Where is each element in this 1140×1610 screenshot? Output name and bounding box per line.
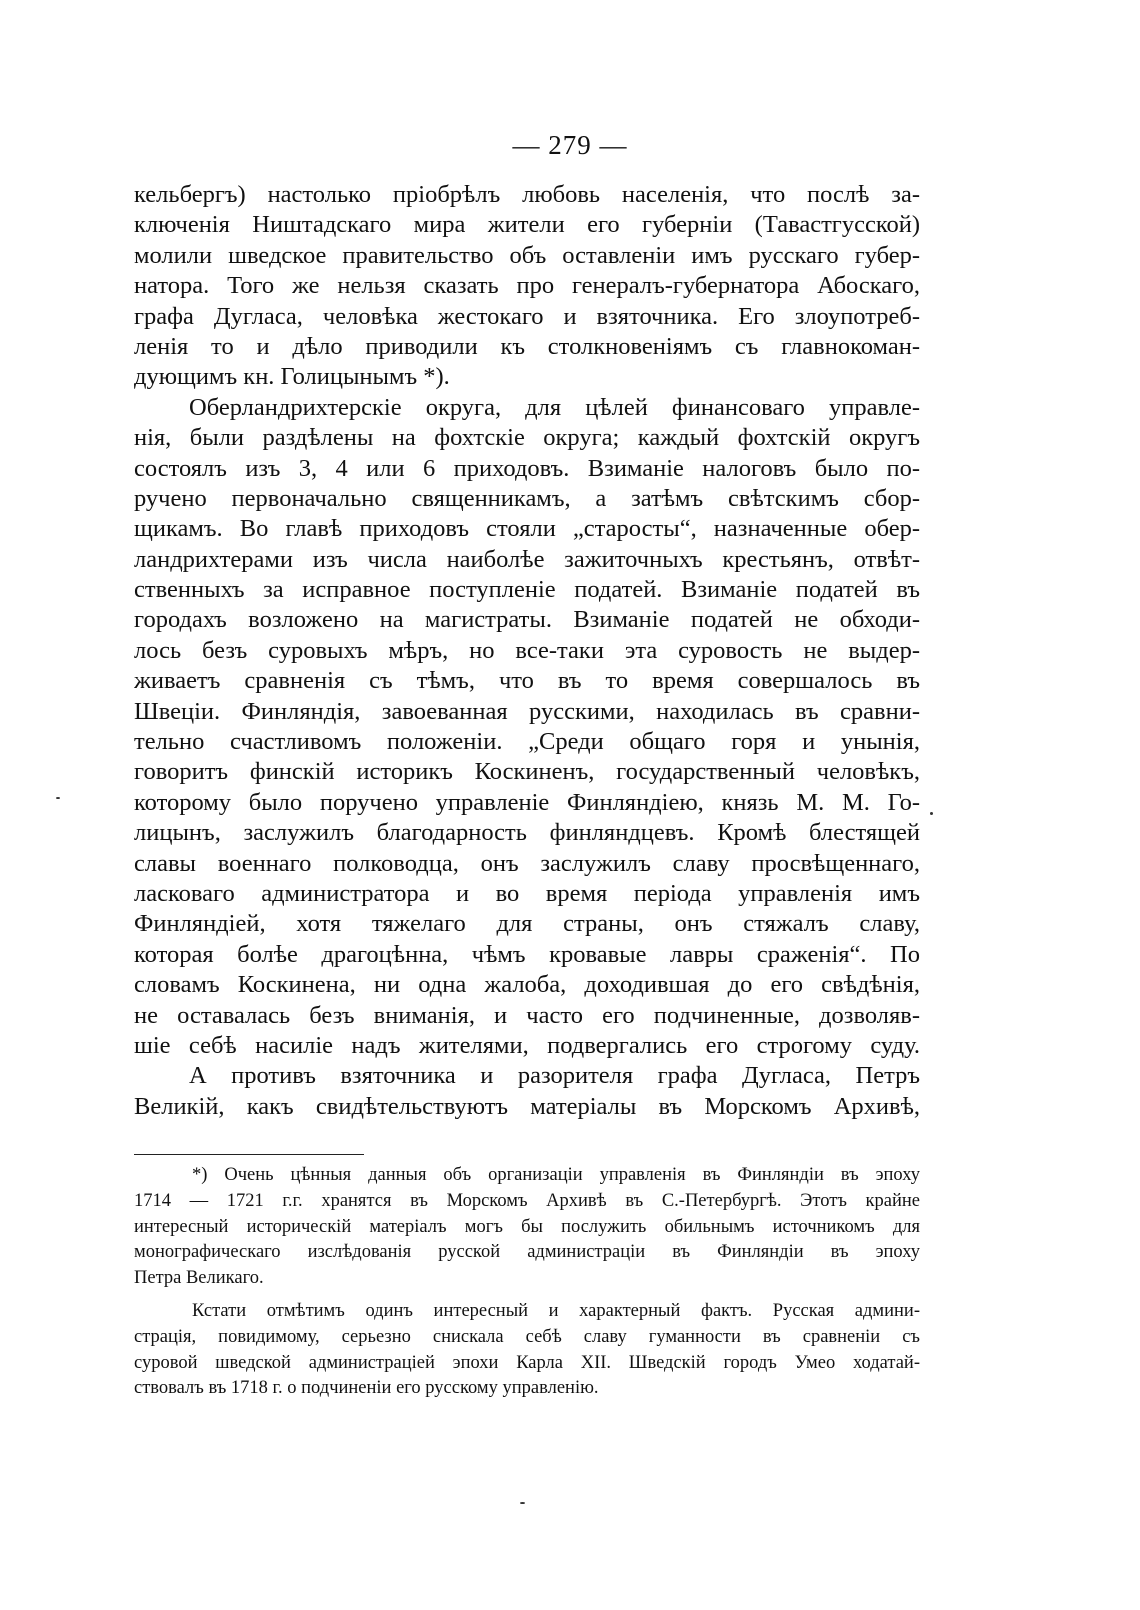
text-line: ландрихтерами изъ числа наиболѣе зажиточныхъ крестьянъ, отвѣт- <box>134 545 920 573</box>
scan-speck <box>56 797 60 799</box>
text-line: ленія то и дѣло приводили къ столкновеніямъ съ главнокоман- <box>134 332 920 360</box>
footnote-line: Кстати отмѣтимъ одинъ интересный и характерный фактъ. Русская админи- <box>192 1300 920 1321</box>
text-line: ственныхъ за исправное поступленіе податей. Взиманіе податей въ <box>134 576 920 604</box>
text-line: не оставалась безъ вниманія, и часто его подчиненные, дозволяв- <box>134 1001 920 1029</box>
text-line: Швеціи. Финляндія, завоеванная русскими, находилась въ сравни- <box>134 697 920 725</box>
text-line: лицынъ, заслужилъ благодарность финляндцевъ. Кромѣ блестящей <box>134 819 920 847</box>
footnote-divider <box>134 1154 364 1155</box>
text-line: щикамъ. Во главѣ приходовъ стояли „старосты“, назначенные обер- <box>134 515 920 543</box>
text-line: ключенія Ништадскаго мира жители его губерніи (Тавастгусской) <box>134 211 920 239</box>
footnote-line: Петра Великаго. <box>134 1268 264 1289</box>
footnote-line: ствовалъ въ 1718 г. о подчиненіи его русскому управленію. <box>134 1378 599 1399</box>
text-line: молили шведское правительство объ оставленіи имъ русскаго губер- <box>134 241 920 269</box>
footnote-line: суровой шведской администраціей эпохи Карла XII. Шведскій городъ Умео ходатай- <box>134 1352 920 1373</box>
scan-speck <box>520 1502 525 1504</box>
page-number: — 279 — <box>512 130 628 160</box>
text-line: тельно счастливомъ положеніи. „Среди общаго горя и унынія, <box>134 728 920 756</box>
main-text <box>134 180 920 1122</box>
footnote-line: монографическаго изслѣдованія русской администраціи въ Финляндіи въ эпоху <box>134 1242 920 1263</box>
text-line: Великій, какъ свидѣтельствуютъ матеріалы въ Морскомъ Архивѣ, <box>134 1092 920 1120</box>
footnote-line: страція, повидимому, серьезно снискала себѣ славу гуманности въ сравненіи съ <box>134 1326 920 1347</box>
text-line: говоритъ финскій историкъ Коскиненъ, государственный человѣкъ, <box>134 758 920 786</box>
text-line: славы военнаго полководца, онъ заслужилъ славу просвѣщеннаго, <box>134 849 920 877</box>
scan-speck <box>930 812 933 815</box>
text-line: Финляндіей, хотя тяжелаго для страны, онъ стяжалъ славу, <box>134 910 920 938</box>
text-line: дующимъ кн. Голицынымъ *). <box>134 363 450 391</box>
footnote-line: интересный историческій матеріалъ могъ бы послужить обильнымъ источникомъ для <box>134 1216 920 1237</box>
text-line: А противъ взяточника и разорителя графа Дугласа, Петръ <box>189 1062 920 1090</box>
text-line: графа Дугласа, человѣка жестокаго и взяточника. Его злоупотреб- <box>134 302 920 330</box>
text-line: городахъ возложено на магистраты. Взиманіе податей не обходи- <box>134 606 920 634</box>
text-line: ручено первоначально священникамъ, а затѣмъ свѣтскимъ сбор- <box>134 484 920 512</box>
footnote-line: 1714 — 1721 г.г. хранятся въ Морскомъ Архивѣ въ С.-Петербургѣ. Этотъ крайне <box>134 1190 920 1211</box>
text-line: кельбергъ) настолько пріобрѣлъ любовь населенія, что послѣ за- <box>134 181 920 208</box>
text-line: которая болѣе драгоцѣнна, чѣмъ кровавые лавры сраженія“. По <box>134 940 920 968</box>
text-line: которому было поручено управленіе Финляндіею, князь М. М. Го- <box>134 788 920 816</box>
text-line: Оберландрихтерскіе округа, для цѣлей финансоваго управле- <box>189 393 920 421</box>
text-line: нія, были раздѣлены на фохтскіе округа; каждый фохтскій округъ <box>134 424 920 452</box>
footnotes <box>134 1163 920 1402</box>
text-line: шіе себѣ насиліе надъ жителями, подвергались его строгому суду. <box>134 1031 920 1059</box>
text-line: ласковаго администратора и во время періода управленія имъ <box>134 879 920 907</box>
footnote-gap <box>134 1292 920 1299</box>
text-line: живаетъ сравненія съ тѣмъ, что въ то время совершалось въ <box>134 667 920 695</box>
text-line: лось безъ суровыхъ мѣръ, но все-таки эта суровость не выдер- <box>134 636 920 664</box>
footnote-line: *) Очень цѣнныя данныя объ организаціи управленія въ Финляндіи въ эпоху <box>192 1165 920 1185</box>
text-line: словамъ Коскинена, ни одна жалоба, доходившая до его свѣдѣнія, <box>134 971 920 999</box>
text-line: натора. Того же нельзя сказать про генералъ-губернатора Абоскаго, <box>134 272 920 300</box>
text-line: состоялъ изъ 3, 4 или 6 приходовъ. Взиманіе налоговъ было по- <box>134 454 920 482</box>
